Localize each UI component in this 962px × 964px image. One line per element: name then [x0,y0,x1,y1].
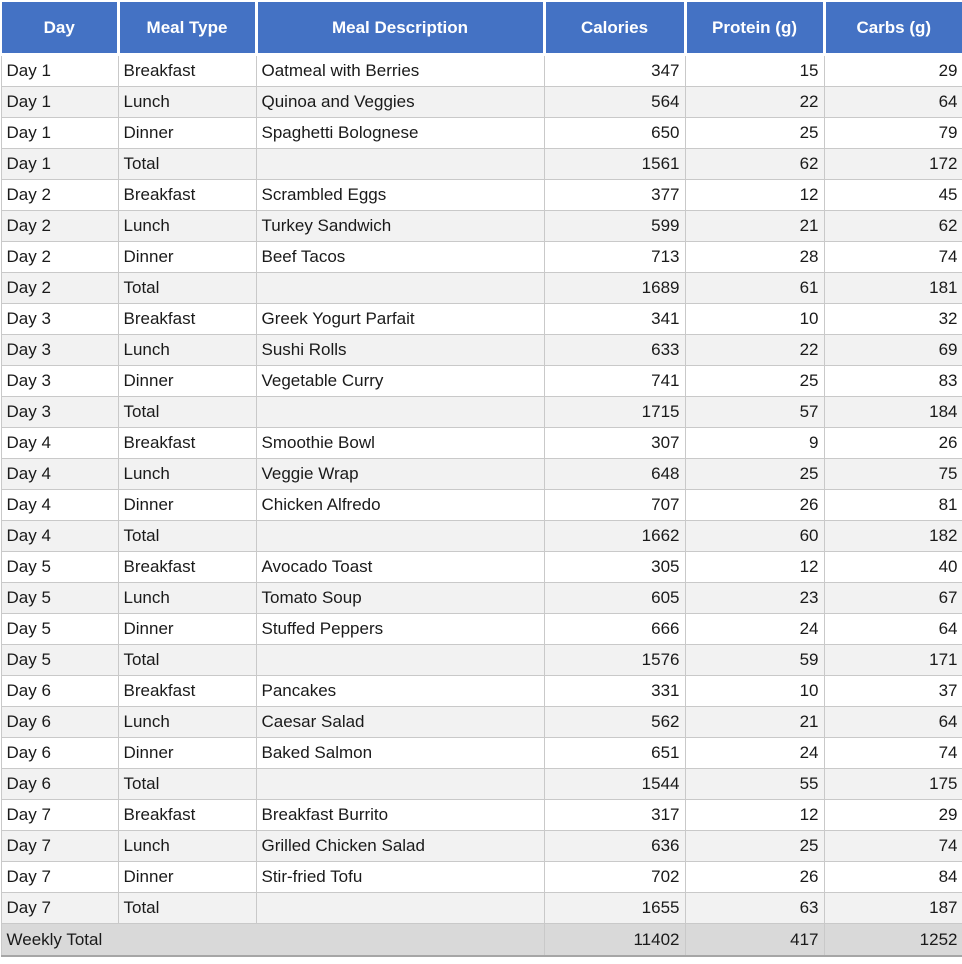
cell-calories: 741 [544,366,685,397]
cell-day: Day 7 [1,831,118,862]
table-row [1,304,962,335]
cell-protein: 25 [685,831,824,862]
cell-day: Day 6 [1,738,118,769]
cell-meal-type: Lunch [118,831,256,862]
weekly-total-label: Weekly Total [1,924,544,957]
cell-calories: 1715 [544,397,685,428]
cell-calories: 305 [544,552,685,583]
cell-day: Day 4 [1,521,118,552]
cell-meal-description: Stir-fried Tofu [256,862,544,893]
cell-protein: 60 [685,521,824,552]
cell-carbs: 37 [824,676,962,707]
cell-protein: 22 [685,335,824,366]
cell-calories: 636 [544,831,685,862]
cell-meal-description: Stuffed Peppers [256,614,544,645]
cell-meal-description: Tomato Soup [256,583,544,614]
cell-protein: 12 [685,800,824,831]
cell-day: Day 1 [1,55,118,87]
cell-meal-description: Spaghetti Bolognese [256,118,544,149]
cell-protein: 12 [685,180,824,211]
table-row [1,211,962,242]
cell-day: Day 2 [1,180,118,211]
cell-day: Day 3 [1,397,118,428]
day-total-row [1,893,962,924]
cell-meal-type: Lunch [118,459,256,490]
cell-meal-type: Total [118,769,256,800]
cell-meal-description: Vegetable Curry [256,366,544,397]
cell-meal-type: Dinner [118,738,256,769]
cell-day: Day 7 [1,862,118,893]
cell-calories: 707 [544,490,685,521]
table-row [1,118,962,149]
cell-carbs: 83 [824,366,962,397]
cell-meal-description [256,769,544,800]
cell-calories: 599 [544,211,685,242]
cell-calories: 633 [544,335,685,366]
cell-protein: 21 [685,707,824,738]
cell-meal-description [256,273,544,304]
cell-meal-type: Dinner [118,862,256,893]
cell-meal-type: Dinner [118,614,256,645]
cell-meal-description: Scrambled Eggs [256,180,544,211]
cell-day: Day 1 [1,118,118,149]
cell-carbs: 79 [824,118,962,149]
cell-protein: 24 [685,614,824,645]
cell-day: Day 5 [1,645,118,676]
cell-day: Day 7 [1,893,118,924]
cell-carbs: 67 [824,583,962,614]
cell-calories: 702 [544,862,685,893]
cell-carbs: 74 [824,738,962,769]
cell-day: Day 3 [1,366,118,397]
cell-meal-type: Total [118,273,256,304]
cell-protein: 10 [685,676,824,707]
cell-protein: 59 [685,645,824,676]
cell-day: Day 1 [1,87,118,118]
cell-calories: 341 [544,304,685,335]
cell-day: Day 6 [1,769,118,800]
cell-carbs: 175 [824,769,962,800]
cell-calories: 648 [544,459,685,490]
cell-calories: 377 [544,180,685,211]
cell-calories: 347 [544,55,685,87]
day-total-row [1,397,962,428]
cell-protein: 10 [685,304,824,335]
table-row [1,335,962,366]
cell-carbs: 74 [824,831,962,862]
cell-carbs: 40 [824,552,962,583]
cell-carbs: 171 [824,645,962,676]
cell-protein: 63 [685,893,824,924]
cell-calories: 666 [544,614,685,645]
table-row [1,428,962,459]
cell-protein: 28 [685,242,824,273]
cell-meal-type: Breakfast [118,676,256,707]
cell-meal-description: Beef Tacos [256,242,544,273]
cell-carbs: 26 [824,428,962,459]
cell-protein: 62 [685,149,824,180]
cell-meal-type: Breakfast [118,800,256,831]
cell-meal-description: Turkey Sandwich [256,211,544,242]
cell-meal-description: Sushi Rolls [256,335,544,366]
cell-calories: 307 [544,428,685,459]
cell-carbs: 62 [824,211,962,242]
cell-meal-type: Total [118,645,256,676]
cell-day: Day 4 [1,490,118,521]
cell-carbs: 184 [824,397,962,428]
cell-calories: 564 [544,87,685,118]
cell-carbs: 187 [824,893,962,924]
day-total-row [1,273,962,304]
cell-meal-type: Breakfast [118,428,256,459]
cell-meal-type: Total [118,893,256,924]
cell-meal-description: Avocado Toast [256,552,544,583]
cell-protein: 26 [685,490,824,521]
cell-meal-description: Caesar Salad [256,707,544,738]
cell-calories: 605 [544,583,685,614]
cell-day: Day 2 [1,242,118,273]
cell-calories: 562 [544,707,685,738]
cell-protein: 12 [685,552,824,583]
day-total-row [1,149,962,180]
cell-protein: 15 [685,55,824,87]
cell-meal-description: Chicken Alfredo [256,490,544,521]
cell-calories: 1689 [544,273,685,304]
cell-carbs: 64 [824,707,962,738]
table-row [1,87,962,118]
weekly-total-calories: 11402 [544,924,685,957]
cell-meal-description: Veggie Wrap [256,459,544,490]
cell-carbs: 172 [824,149,962,180]
cell-meal-description [256,397,544,428]
cell-meal-description: Oatmeal with Berries [256,55,544,87]
cell-calories: 1544 [544,769,685,800]
cell-carbs: 74 [824,242,962,273]
day-total-row [1,645,962,676]
cell-day: Day 5 [1,614,118,645]
cell-day: Day 7 [1,800,118,831]
column-header-meal-type: Meal Type [118,1,256,55]
cell-carbs: 29 [824,800,962,831]
cell-meal-type: Breakfast [118,180,256,211]
cell-carbs: 84 [824,862,962,893]
table-row [1,831,962,862]
cell-calories: 650 [544,118,685,149]
cell-calories: 1561 [544,149,685,180]
column-header-meal-description: Meal Description [256,1,544,55]
table-row [1,583,962,614]
cell-protein: 23 [685,583,824,614]
table-row [1,490,962,521]
cell-meal-type: Lunch [118,707,256,738]
cell-protein: 25 [685,366,824,397]
table-row [1,366,962,397]
weekly-total-row [1,924,962,957]
table-row [1,55,962,87]
table-row [1,707,962,738]
cell-day: Day 4 [1,459,118,490]
cell-carbs: 32 [824,304,962,335]
cell-carbs: 45 [824,180,962,211]
cell-carbs: 69 [824,335,962,366]
cell-meal-description: Breakfast Burrito [256,800,544,831]
cell-meal-type: Lunch [118,335,256,366]
cell-meal-type: Total [118,397,256,428]
cell-meal-type: Breakfast [118,552,256,583]
cell-carbs: 81 [824,490,962,521]
table-row [1,242,962,273]
cell-day: Day 2 [1,273,118,304]
column-header-calories: Calories [544,1,685,55]
cell-carbs: 182 [824,521,962,552]
column-header-protein: Protein (g) [685,1,824,55]
cell-meal-type: Total [118,149,256,180]
cell-meal-description [256,645,544,676]
cell-meal-description [256,893,544,924]
cell-protein: 24 [685,738,824,769]
cell-meal-type: Lunch [118,583,256,614]
cell-meal-description: Greek Yogurt Parfait [256,304,544,335]
cell-calories: 1576 [544,645,685,676]
cell-calories: 1662 [544,521,685,552]
cell-calories: 331 [544,676,685,707]
cell-meal-type: Dinner [118,242,256,273]
cell-day: Day 2 [1,211,118,242]
cell-meal-description: Baked Salmon [256,738,544,769]
cell-protein: 21 [685,211,824,242]
cell-protein: 57 [685,397,824,428]
cell-meal-description: Smoothie Bowl [256,428,544,459]
cell-protein: 22 [685,87,824,118]
day-total-row [1,769,962,800]
cell-carbs: 181 [824,273,962,304]
column-header-day: Day [1,1,118,55]
cell-meal-type: Lunch [118,211,256,242]
table-row [1,180,962,211]
cell-meal-description: Grilled Chicken Salad [256,831,544,862]
cell-day: Day 1 [1,149,118,180]
table-row [1,676,962,707]
cell-day: Day 3 [1,335,118,366]
cell-meal-type: Breakfast [118,55,256,87]
cell-day: Day 6 [1,676,118,707]
cell-meal-description [256,149,544,180]
cell-day: Day 4 [1,428,118,459]
cell-meal-type: Dinner [118,118,256,149]
cell-meal-description [256,521,544,552]
cell-protein: 9 [685,428,824,459]
cell-calories: 317 [544,800,685,831]
weekly-total-protein: 417 [685,924,824,957]
table-row [1,738,962,769]
day-total-row [1,521,962,552]
cell-day: Day 6 [1,707,118,738]
cell-carbs: 64 [824,614,962,645]
cell-carbs: 29 [824,55,962,87]
cell-protein: 55 [685,769,824,800]
cell-day: Day 3 [1,304,118,335]
table-row [1,862,962,893]
cell-calories: 651 [544,738,685,769]
column-header-carbs: Carbs (g) [824,1,962,55]
cell-meal-description: Quinoa and Veggies [256,87,544,118]
table-row [1,459,962,490]
table-row [1,552,962,583]
table-row [1,800,962,831]
cell-carbs: 75 [824,459,962,490]
cell-protein: 25 [685,459,824,490]
cell-calories: 713 [544,242,685,273]
cell-protein: 26 [685,862,824,893]
cell-carbs: 64 [824,87,962,118]
cell-meal-type: Dinner [118,490,256,521]
cell-protein: 61 [685,273,824,304]
cell-day: Day 5 [1,552,118,583]
cell-calories: 1655 [544,893,685,924]
cell-protein: 25 [685,118,824,149]
cell-meal-type: Lunch [118,87,256,118]
cell-meal-type: Dinner [118,366,256,397]
weekly-total-carbs: 1252 [824,924,962,957]
table-row [1,614,962,645]
cell-day: Day 5 [1,583,118,614]
cell-meal-type: Total [118,521,256,552]
cell-meal-description: Pancakes [256,676,544,707]
header-row [1,1,962,55]
cell-meal-type: Breakfast [118,304,256,335]
